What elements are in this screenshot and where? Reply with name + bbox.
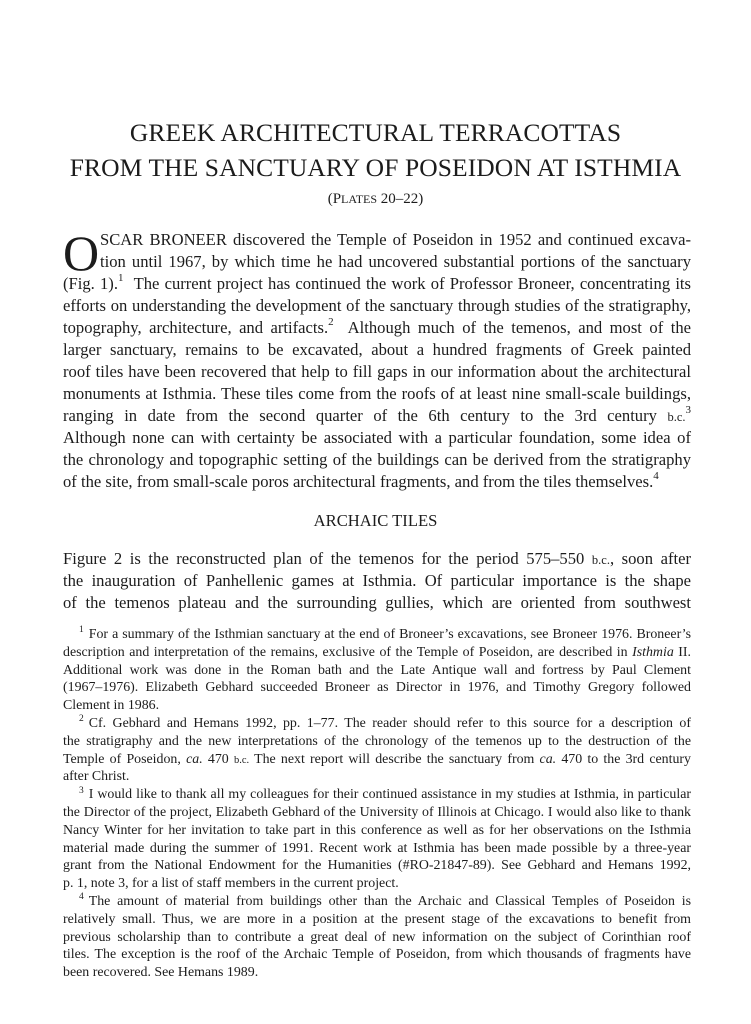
footnote-line bbox=[63, 893, 691, 911]
intro-paragraph bbox=[63, 225, 691, 493]
plates-reference bbox=[30, 189, 721, 209]
footnote-line: previous scholarship than to contribute a great deal of new information on the subject of Corinthian roof bbox=[63, 929, 691, 945]
archaic-paragraph bbox=[63, 548, 691, 614]
footnote-line: tiles. The exception is the roof of the Archaic Temple of Poseidon, from which thousands of fragments have bbox=[63, 947, 691, 963]
plates-word: LATES bbox=[341, 192, 378, 206]
footnote-ref-4[interactable]: 4 bbox=[653, 470, 659, 483]
footnote-text: The next report will describe the sanctuary from bbox=[254, 751, 535, 767]
plates-open: (P bbox=[327, 191, 342, 207]
article-title-line-1: GREEK ARCHITECTURAL TERRACOTTAS bbox=[129, 118, 622, 147]
footnote-line: Clement in 1986. bbox=[63, 698, 160, 714]
footnote-line: material made during the summer of 1991. Recent work at Isthmia has been made possible by a three-year bbox=[63, 840, 691, 856]
footnote-number: 2 bbox=[79, 714, 84, 725]
footnote-ref-2[interactable]: 2 bbox=[328, 316, 334, 329]
footnote-italic: ca. bbox=[186, 751, 203, 767]
intro-text: The current project has continued the work of Professor Broneer, concentrating its bbox=[133, 274, 691, 293]
intro-fig-ref: (Fig. 1). bbox=[63, 274, 118, 293]
drop-cap: O bbox=[63, 225, 100, 281]
footnote-line: Additional work was done in the Roman bath and the Late Antique wall and fortress by Paul Clement bbox=[63, 662, 691, 678]
intro-bc: b.c. bbox=[667, 410, 686, 424]
footnote-text: The amount of material from buildings other than the Archaic and Classical Temples of Poseidon is bbox=[88, 893, 691, 909]
footnotes bbox=[63, 626, 691, 982]
footnote-text: II. bbox=[673, 644, 691, 660]
intro-line: Although none can with certainty be associated with a particular foundation, some idea of bbox=[63, 428, 691, 447]
footnote-line: after Christ. bbox=[63, 769, 130, 785]
footnote-text: Cf. Gebhard and Hemans 1992, pp. 1–77. The reader should refer to this source for a description of bbox=[88, 715, 691, 731]
intro-line bbox=[63, 273, 691, 295]
footnote-italic: ca. bbox=[539, 751, 557, 767]
footnote-text: 470 bbox=[207, 751, 229, 767]
archaic-text: Figure 2 is the reconstructed plan of the temenos for the period 575–550 bbox=[63, 549, 585, 568]
archaic-line: of the temenos plateau and the surrounding gullies, which are oriented from southwest bbox=[63, 593, 691, 612]
intro-text: of the site, from small-scale poros architectural fragments, and from the tiles themselves. bbox=[63, 472, 654, 491]
intro-line: larger sanctuary, remains to be excavated, about a hundred fragments of Greek painted bbox=[63, 340, 691, 359]
intro-line: SCAR BRONEER discovered the Temple of Poseidon in 1952 and continued excava- bbox=[100, 230, 691, 249]
footnote-ref-1[interactable]: 1 bbox=[117, 272, 124, 285]
footnote-bc: b.c. bbox=[233, 754, 250, 766]
footnote-2 bbox=[63, 715, 691, 786]
intro-line: efforts on understanding the development of the sanctuary through studies of the stratigraphy, bbox=[63, 296, 691, 315]
intro-line bbox=[63, 471, 691, 493]
intro-line bbox=[63, 317, 691, 339]
footnote-line: grant from the National Endowment for the Humanities (#RO-21847-89). See Gebhard and Hemans 1992, bbox=[63, 858, 691, 874]
footnote-text: For a summary of the Isthmian sanctuary at the end of Broneer’s excavations, see Broneer 1976. Broneer’s bbox=[88, 627, 691, 642]
footnote-line bbox=[63, 786, 691, 804]
footnote-number: 3 bbox=[79, 785, 84, 796]
footnote-line: p. 1, note 3, for a list of staff members in the current project. bbox=[63, 876, 399, 892]
footnote-line: been recovered. See Hemans 1989. bbox=[63, 965, 259, 981]
intro-line: tion until 1967, by which time he had uncovered substantial portions of the sanctuary bbox=[100, 252, 691, 271]
intro-line: the chronology and topographic setting of the buildings can be derived from the stratigraphy bbox=[63, 450, 691, 469]
archaic-bc: b.c. bbox=[591, 553, 610, 567]
footnote-text: Temple of Poseidon, bbox=[63, 751, 181, 767]
section-heading: ARCHAIC TILES bbox=[313, 511, 438, 530]
footnote-line: Nancy Winter for her invitation to take part in this conference as well as for her observations on the Isthmia bbox=[63, 822, 691, 838]
article-title-line-2: FROM THE SANCTUARY OF POSEIDON AT ISTHMIA bbox=[69, 153, 682, 182]
footnote-number: 4 bbox=[79, 892, 84, 903]
footnote-italic: Isthmia bbox=[632, 644, 674, 660]
footnote-line bbox=[63, 644, 691, 662]
footnote-line: relatively small. Thus, we are more in a position at the present stage of the excavations to benefit from bbox=[63, 911, 691, 927]
intro-line: roof tiles have been recovered that help to fill gaps in our information about the architectural bbox=[63, 362, 691, 381]
footnote-line: the Director of the project, Elizabeth Gebhard of the University of Illinois at Chicago. I would also like to thank bbox=[63, 804, 691, 820]
footnote-text: I would like to thank all my colleagues for their continued assistance in my studies at Isthmia, in particular bbox=[88, 787, 691, 803]
intro-line bbox=[63, 405, 691, 427]
footnote-line: (1967–1976). Elizabeth Gebhard succeeded Broneer as Director in 1976, and Timothy Gregory followed bbox=[63, 680, 691, 696]
intro-text: ranging in date from the second quarter of the 6th century to the 3rd century bbox=[63, 406, 657, 425]
archaic-text: , soon after bbox=[609, 549, 691, 568]
footnote-1 bbox=[63, 626, 691, 715]
intro-text: topography, architecture, and artifacts. bbox=[63, 318, 329, 337]
footnote-line bbox=[63, 751, 691, 769]
footnote-line: the stratigraphy and the new interpretations of the chronology of the temenos up to the destruction of the bbox=[63, 733, 691, 749]
footnote-line bbox=[63, 626, 691, 644]
footnote-text: 470 to the 3rd century bbox=[561, 751, 691, 767]
footnote-text: description and interpretation of the remains, exclusive of the Temple of Poseidon, are described in bbox=[63, 644, 628, 660]
intro-text: Although much of the temenos, and most of the bbox=[347, 318, 691, 337]
footnote-line bbox=[63, 715, 691, 733]
footnote-3 bbox=[63, 786, 691, 893]
footnote-number: 1 bbox=[79, 625, 84, 636]
intro-line: monuments at Isthmia. These tiles come from the roofs of at least nine small-scale buildings, bbox=[63, 384, 691, 403]
footnote-ref-3[interactable]: 3 bbox=[685, 404, 691, 417]
footnote-4 bbox=[63, 893, 691, 982]
archaic-line: the inauguration of Panhellenic games at Isthmia. Of particular importance is the shape bbox=[63, 571, 691, 590]
plates-range: 20–22) bbox=[377, 191, 424, 207]
archaic-line bbox=[63, 548, 691, 570]
